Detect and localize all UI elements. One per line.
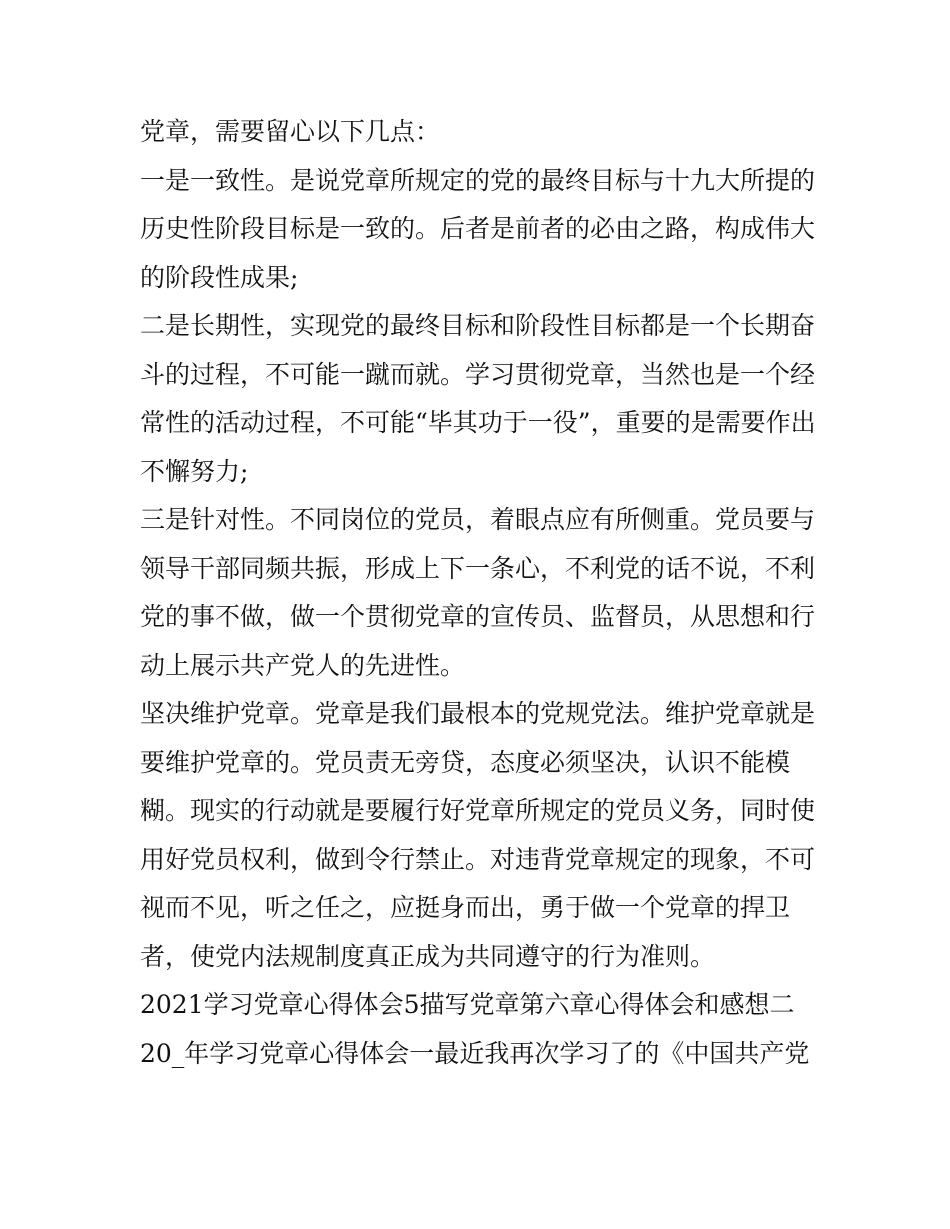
text-line: 坚决维护党章。党章是我们最根本的党规党法。维护党章就是 (140, 699, 816, 728)
body-text (140, 108, 820, 1078)
text-line: 党章，需要留心以下几点： (140, 117, 441, 146)
text-line: 党的事不做，做一个贯彻党章的宣传员、监督员，从思想和行 (140, 602, 816, 631)
text-line: 20_年学习党章心得体会一最近我再次学习了的《中国共产党 (140, 1038, 810, 1068)
text-line: 三是针对性。不同岗位的党员，着眼点应有所侧重。党员要与 (140, 505, 816, 534)
text-line: 要维护党章的。党员责无旁贷，态度必须坚决，认识不能模 (140, 747, 791, 777)
text-line: 视而不见，听之任之，应挺身而出，勇于做一个党章的捍卫 (140, 893, 791, 922)
text-line: 者，使党内法规制度真正成为共同遵守的行为准则。 (140, 941, 716, 971)
text-line: 斗的过程，不可能一蹴而就。学习贯彻党章，当然也是一个经 (140, 359, 816, 389)
text-line: 不懈努力; (140, 456, 249, 486)
text-line: 糊。现实的行动就是要履行好党章所规定的党员义务，同时使 (140, 796, 816, 825)
text-line: 用好党员权利，做到令行禁止。对违背党章规定的现象，不可 (140, 844, 816, 874)
text-line: 二是长期性，实现党的最终目标和阶段性目标都是一个长期奋 (140, 311, 816, 340)
text-line: 一是一致性。是说党章所规定的党的最终目标与十九大所提的 (140, 165, 816, 195)
text-line: 领导干部同频共振，形成上下一条心，不利党的话不说，不利 (140, 553, 816, 583)
text-line: 的阶段性成果; (140, 262, 299, 292)
text-line: 动上展示共产党人的先进性。 (140, 650, 466, 680)
text-line: 常性的活动过程，不可能“毕其功于一役”，重要的是需要作出 (140, 408, 816, 437)
text-line: 2021学习党章心得体会5描写党章第六章心得体会和感想二 (140, 990, 795, 1019)
text-line: 历史性阶段目标是一致的。后者是前者的必由之路，构成伟大 (140, 214, 816, 243)
